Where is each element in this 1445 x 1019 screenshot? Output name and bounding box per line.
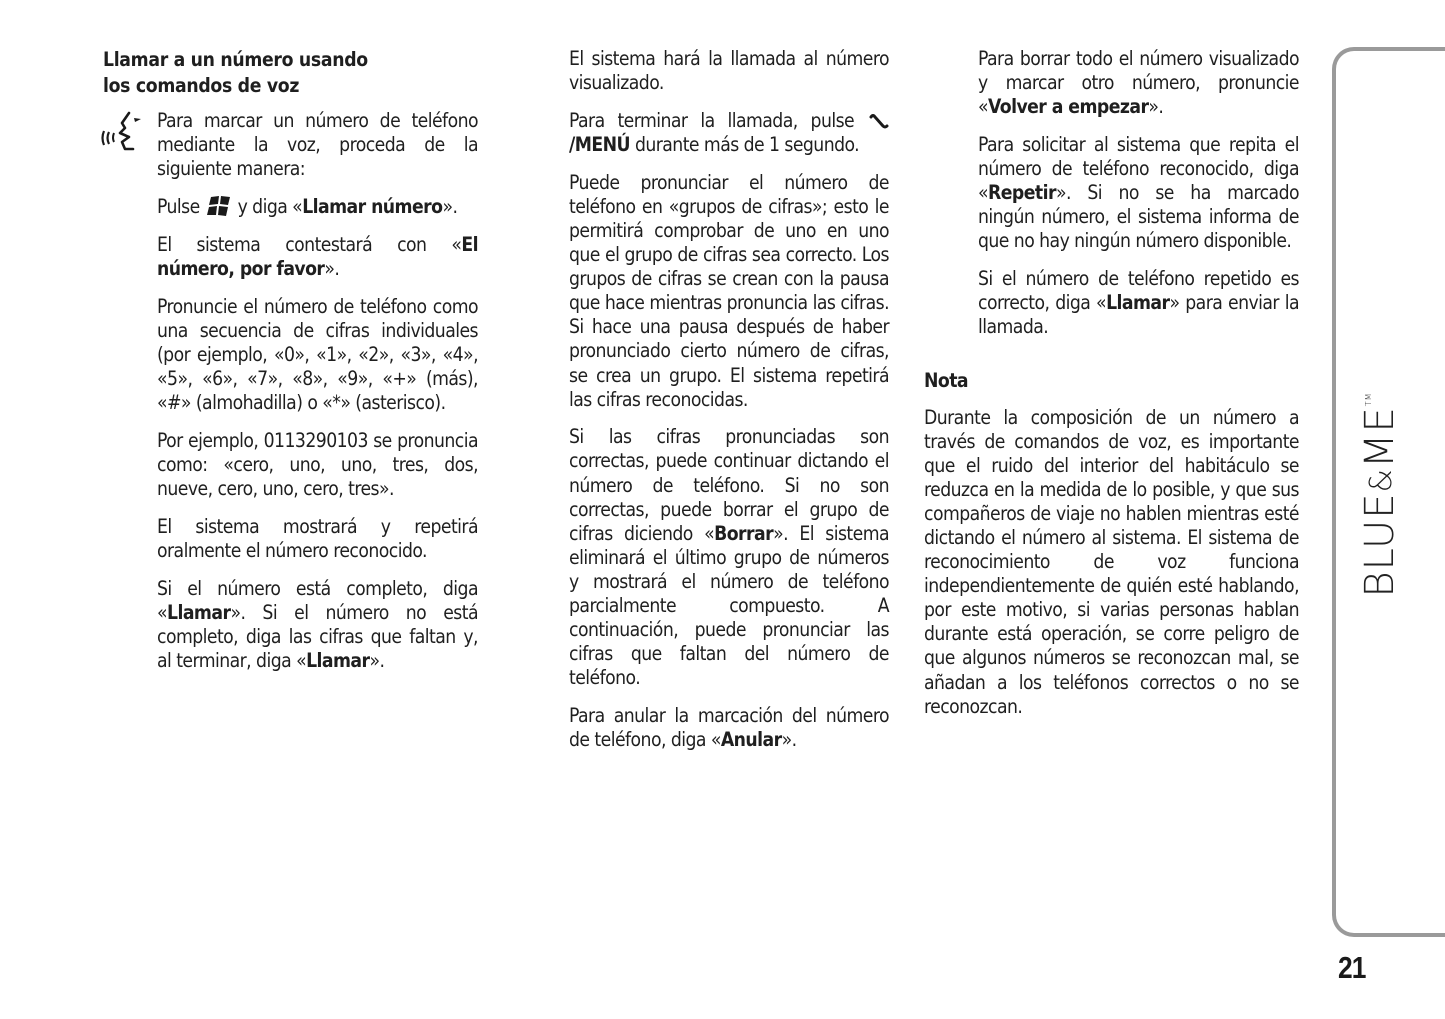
paragraph-volver-empezar [978, 47, 1299, 119]
llamar-pre: Si el número de teléfono repetido es correcto, diga « [978, 267, 1299, 315]
section-heading [103, 47, 478, 99]
volver-post: ». [1148, 95, 1164, 119]
paragraph-end-call [569, 109, 889, 157]
column-3 [924, 47, 1299, 732]
command-llamar-numero: Llamar número [302, 194, 443, 218]
step-6-pre: Si el número está completo, diga « [157, 576, 478, 624]
heading-line-2: los comandos de voz [103, 74, 300, 97]
page-number: 21 [1338, 950, 1366, 985]
command-anular: Anular [720, 728, 782, 752]
step-3: Pronuncie el número de teléfono como una secuencia de cifras individuales (por ejemplo, «0», «1», «2», «3», «4», «5», «6», «7», «8», «9», «+» (más), «#» (almohadilla) o «*» (asterisco). [157, 294, 478, 414]
repetir-post: ». Si no se ha marcado ningún número, el sistema informa de que no hay ningún número disponible. [978, 181, 1299, 253]
paragraph-anular [569, 704, 889, 752]
step-6-post: ». [369, 648, 385, 672]
step-1 [157, 195, 478, 219]
step-4: Por ejemplo, 0113290103 se pronuncia como: «cero, uno, uno, tres, dos, nueve, cero, uno, cero, tres». [157, 428, 478, 500]
step-2-post: ». [324, 256, 340, 280]
paragraph-llamar [978, 267, 1299, 339]
response-el-numero: El número, por favor [157, 232, 478, 280]
column-2 [569, 47, 889, 766]
intro-paragraph [157, 109, 478, 181]
step-2-pre: El sistema contestará con « [157, 232, 462, 256]
trademark-symbol: TM [1364, 392, 1373, 407]
intro-text: Para marcar un número de teléfono mediante la voz, proceda de la siguiente manera: [157, 109, 478, 181]
step-5: El sistema mostrará y repetirá oralmente el número reconocido. [157, 514, 478, 562]
end-call-post: durante más de 1 segundo. [634, 132, 860, 156]
step-1-mid: y diga « [237, 194, 303, 218]
step-1-pre: Pulse [157, 194, 200, 218]
brand-logo [1340, 370, 1420, 620]
step-1-post: ». [442, 194, 458, 218]
brand-blue: BLUE [1357, 492, 1403, 598]
step-6-mid: ». Si el número no está completo, diga las cifras que faltan y, al terminar, diga « [157, 600, 478, 672]
anular-post: ». [781, 728, 797, 752]
step-6 [157, 577, 478, 673]
nota-text: Durante la composición de un número a través de comandos de voz, es importante que el ruido del interior del habitáculo se reduzca en la medida de lo posible, y que sus compañeros de viaje no hablen mientras esté dictando el número al sistema. El sistema de reconocimiento de voz funciona independientemente de quién esté hablando, por este motivo, si varias personas hablan durante está operación, se corre peligro de que algunos números se reconozcan mal, se añadan a los teléfonos correctos o no se reconozcan. [924, 405, 1299, 718]
column-1 [103, 47, 478, 687]
paragraph-call-made: El sistema hará la llamada al número visualizado. [569, 47, 889, 95]
phone-hangup-icon [869, 114, 889, 130]
paragraph-borrar [569, 425, 889, 690]
command-llamar: Llamar [167, 600, 231, 624]
paragraph-repetir [978, 133, 1299, 253]
step-2 [157, 233, 478, 281]
borrar-post: ». El sistema eliminará el último grupo de números y mostrará el número de teléfono parcialmente compuesto. A continuación, puede pronunciar las cifras que faltan del número de teléfono. [569, 521, 889, 690]
menu-button-label: /MENÚ [569, 132, 630, 156]
volver-pre: Para borrar todo el número visualizado y marcar otro número, pronuncie « [978, 47, 1299, 119]
command-repetir: Repetir [988, 181, 1056, 205]
command-llamar: Llamar [306, 648, 370, 672]
heading-line-1: Llamar a un número usando [103, 48, 368, 71]
llamar-post: » para enviar la llamada. [978, 291, 1299, 339]
command-borrar: Borrar [714, 521, 774, 545]
repetir-pre: Para solicitar al sistema que repita el número de teléfono reconocido, diga « [978, 132, 1299, 205]
voice-button-icon [207, 196, 231, 216]
nota-heading: Nota [924, 369, 969, 393]
brand-me: ME [1357, 406, 1403, 469]
borrar-pre: Si las cifras pronunciadas son correctas, puede continuar dictando el número de teléfono. Si no son correctas, puede borrar el grupo de cifras diciendo « [569, 425, 889, 545]
voice-command-icon [101, 109, 145, 155]
brand-ampersand: & [1364, 468, 1399, 493]
command-volver-a-empezar: Volver a empezar [988, 95, 1149, 119]
paragraph-digit-groups: Puede pronunciar el número de teléfono en «grupos de cifras»; esto le permitirá comprobar de uno en uno que el grupo de cifras sea correcto. Los grupos de cifras se crean con la pausa que hace mientras pronuncia las cifras. Si hace una pausa después de haber pronunciado cierto número de cifras, se crea un grupo. El sistema repetirá las cifras reconocidas. [569, 170, 889, 411]
brand-text [1357, 392, 1403, 597]
command-llamar: Llamar [1106, 291, 1170, 315]
end-call-pre: Para terminar la llamada, pulse [569, 108, 855, 132]
anular-pre: Para anular la marcación del número de teléfono, diga « [569, 704, 889, 752]
